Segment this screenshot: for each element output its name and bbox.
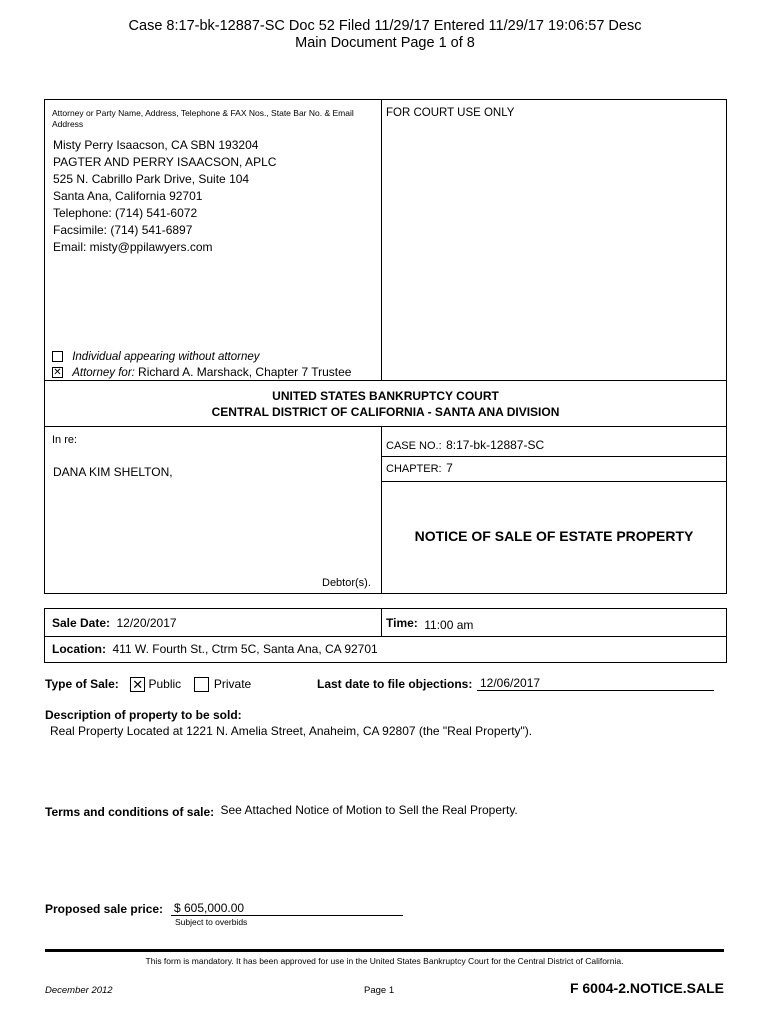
- notice-title: NOTICE OF SALE OF ESTATE PROPERTY: [414, 528, 694, 544]
- individual-option: [52, 351, 260, 363]
- sale-time: [386, 614, 473, 632]
- divider: [381, 100, 382, 380]
- objections: [317, 677, 472, 691]
- in-re-label: In re:: [52, 434, 78, 446]
- type-of-sale: [45, 677, 251, 692]
- attorney-for-value: Richard A. Marshack, Chapter 7 Trustee: [138, 365, 352, 379]
- sale-location: [52, 640, 378, 658]
- sale-location-value: 411 W. Fourth St., Ctrm 5C, Santa Ana, CA 92701: [112, 642, 378, 656]
- address-line: Santa Ana, California 92701: [53, 189, 203, 203]
- filing-header-line1: Case 8:17-bk-12887-SC Doc 52 Filed 11/29/17 Entered 11/29/17 19:06:57 Desc: [128, 18, 642, 34]
- address-line: Telephone: (714) 541-6072: [53, 206, 198, 220]
- divider: [45, 636, 726, 637]
- attorney-block-label: Attorney or Party Name, Address, Telephone & FAX Nos., State Bar No. & Email Address: [52, 108, 354, 129]
- sale-time-value: 11:00 am: [424, 618, 474, 632]
- filing-header-line2: Main Document Page 1 of 8: [295, 35, 475, 51]
- terms-label: Terms and conditions of sale:: [45, 805, 215, 819]
- attorney-address: [53, 137, 276, 256]
- sale-location-label: Location:: [52, 642, 106, 656]
- address-line: Facsimile: (714) 541-6897: [53, 223, 193, 237]
- address-line: Misty Perry Isaacson, CA SBN 193204: [53, 138, 259, 152]
- sale-date: [52, 614, 177, 632]
- court-name-line1: UNITED STATES BANKRUPTCY COURT: [272, 389, 499, 403]
- description-label: Description of property to be sold:: [45, 708, 242, 722]
- debtor-label: Debtor(s).: [322, 577, 371, 589]
- objections-label: Last date to file objections:: [317, 677, 473, 691]
- sale-date-label: Sale Date:: [52, 616, 111, 630]
- footer-rule: [45, 949, 724, 952]
- objections-field: [477, 676, 714, 691]
- public-label: Public: [148, 677, 182, 691]
- sale-time-label: Time:: [386, 616, 418, 630]
- divider: [381, 427, 382, 593]
- divider: [381, 609, 382, 636]
- case-number-value: 8:17-bk-12887-SC: [446, 438, 545, 452]
- debtor-name: DANA KIM SHELTON,: [53, 465, 173, 479]
- private-label: Private: [213, 677, 252, 691]
- individual-option-label: Individual appearing without attorney: [72, 351, 260, 363]
- address-line: 525 N. Cabrillo Park Drive, Suite 104: [53, 172, 250, 186]
- public-checkbox[interactable]: ✕: [130, 677, 145, 692]
- case-number-label: CASE NO.:: [386, 440, 442, 452]
- chapter-label: CHAPTER:: [386, 463, 442, 475]
- footer-form-id: F 6004-2.NOTICE.SALE: [569, 980, 724, 996]
- address-line: PAGTER AND PERRY ISAACSON, APLC: [53, 155, 277, 169]
- divider: [381, 456, 726, 457]
- objections-value: 12/06/2017: [480, 676, 541, 690]
- private-checkbox[interactable]: [194, 677, 209, 692]
- address-line: Email: misty@ppilawyers.com: [53, 240, 213, 254]
- court-name-box: [44, 380, 727, 427]
- price-note: Subject to overbids: [175, 917, 248, 927]
- footer-page: Page 1: [364, 985, 395, 996]
- case-number: [386, 436, 544, 454]
- chapter: [386, 459, 453, 477]
- individual-checkbox[interactable]: [52, 351, 63, 362]
- sale-date-value: 12/20/2017: [116, 616, 177, 630]
- divider: [381, 481, 726, 482]
- price-field: [171, 901, 403, 916]
- terms-value: See Attached Notice of Motion to Sell the Real Property.: [220, 803, 518, 817]
- description-value: Real Property Located at 1221 N. Amelia Street, Anaheim, CA 92807 (the "Real Property").: [50, 724, 533, 738]
- price-value: $ 605,000.00: [174, 901, 245, 915]
- court-name-line2: CENTRAL DISTRICT OF CALIFORNIA - SANTA ANA DIVISION: [211, 405, 560, 419]
- footer-mandatory: This form is mandatory. It has been approved for use in the United States Bankruptcy Court for the Central District of California.: [145, 956, 624, 966]
- type-of-sale-label: Type of Sale:: [45, 677, 119, 691]
- attorney-for-option: [52, 365, 351, 379]
- terms: [45, 803, 518, 817]
- chapter-value: 7: [446, 461, 453, 475]
- price-label: Proposed sale price:: [45, 902, 164, 916]
- court-use-label: FOR COURT USE ONLY: [386, 107, 515, 119]
- attorney-for-checkbox[interactable]: ✕: [53, 367, 62, 379]
- attorney-for-label: Attorney for:: [72, 367, 135, 379]
- footer-date: December 2012: [45, 985, 113, 996]
